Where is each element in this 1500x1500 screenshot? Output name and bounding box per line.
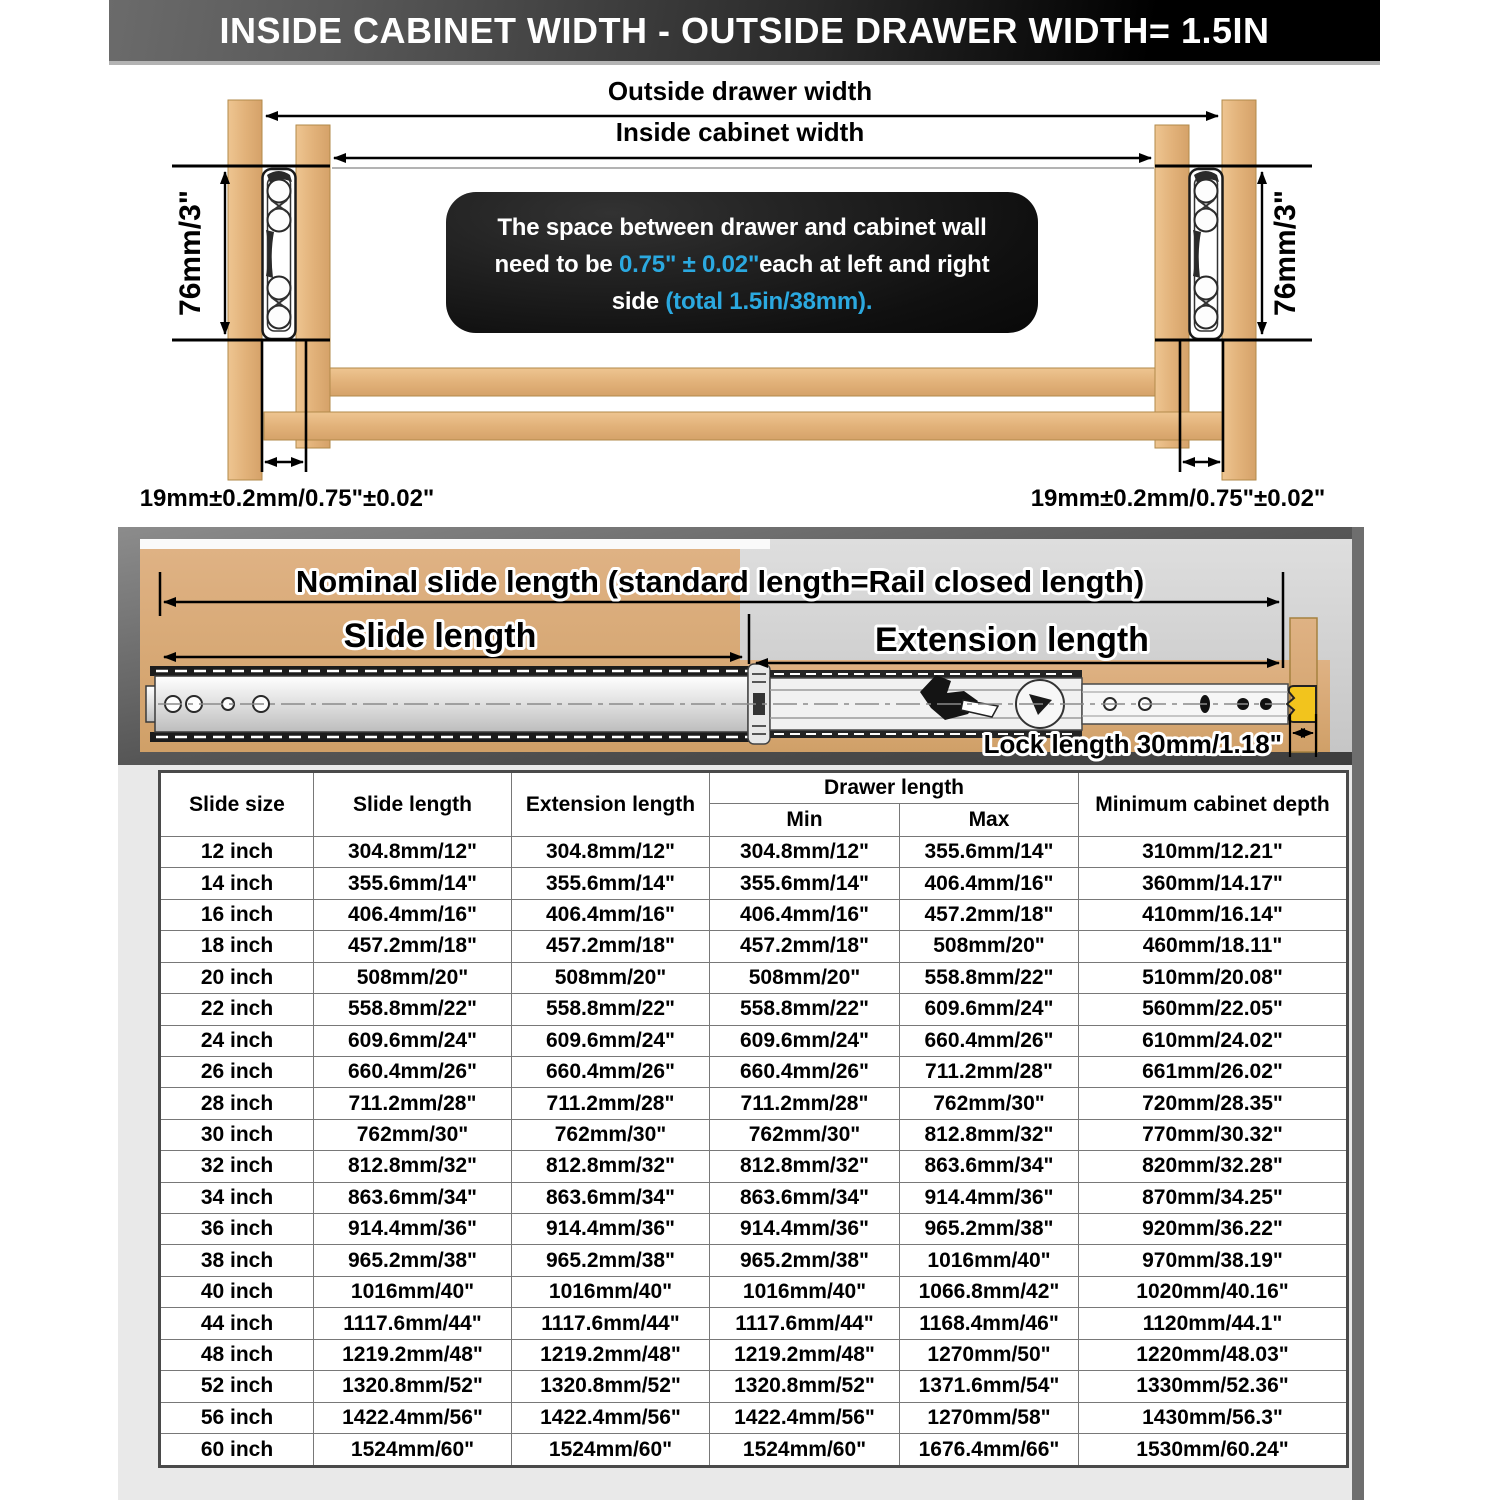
table-cell: 1524mm/60" [710, 1434, 900, 1467]
table-row [160, 962, 1348, 993]
header-drawer-min: Min [710, 804, 900, 837]
table-cell: 965.2mm/38" [314, 1245, 512, 1276]
header-min-cabinet-depth: Minimum cabinet depth [1079, 772, 1348, 837]
table-cell: 558.8mm/22" [900, 962, 1079, 993]
table-cell: 14 inch [160, 868, 314, 899]
header-drawer-length: Drawer length [710, 772, 1079, 804]
table-cell: 310mm/12.21" [1079, 837, 1348, 868]
table-row [160, 899, 1348, 930]
table-row [160, 1025, 1348, 1056]
table-cell: 30 inch [160, 1119, 314, 1150]
table-cell: 38 inch [160, 1245, 314, 1276]
right-slide-height-label: 76mm/3" [1269, 190, 1302, 316]
table-cell: 711.2mm/28" [512, 1088, 710, 1119]
nominal-length-label: Nominal slide length (standard length=Rail closed length) [295, 564, 1145, 599]
header-extension-length: Extension length [512, 772, 710, 837]
extension-length-label: Extension length [875, 621, 1149, 659]
table-cell: 711.2mm/28" [710, 1088, 900, 1119]
table-cell: 965.2mm/38" [512, 1245, 710, 1276]
table-cell: 1016mm/40" [900, 1245, 1079, 1276]
table-cell: 1016mm/40" [314, 1276, 512, 1307]
table-cell: 558.8mm/22" [314, 994, 512, 1025]
table-cell: 26 inch [160, 1056, 314, 1087]
table-cell: 36 inch [160, 1214, 314, 1245]
table-cell: 457.2mm/18" [512, 931, 710, 962]
table-cell: 660.4mm/26" [314, 1056, 512, 1087]
table-cell: 609.6mm/24" [900, 994, 1079, 1025]
table-cell: 610mm/24.02" [1079, 1025, 1348, 1056]
table-row [160, 1308, 1348, 1339]
lock-bracket [1287, 686, 1316, 722]
table-cell: 762mm/30" [900, 1088, 1079, 1119]
table-cell: 16 inch [160, 899, 314, 930]
table-cell: 1524mm/60" [512, 1434, 710, 1467]
table-cell: 457.2mm/18" [900, 899, 1079, 930]
top-bevel [140, 539, 770, 549]
table-cell: 870mm/34.25" [1079, 1182, 1348, 1213]
table-cell: 1219.2mm/48" [314, 1339, 512, 1370]
table-cell: 1117.6mm/44" [710, 1308, 900, 1339]
table-cell: 360mm/14.17" [1079, 868, 1348, 899]
right-cabinet-wall-board [1222, 100, 1256, 480]
table-row [160, 1214, 1348, 1245]
table-cell: 410mm/16.14" [1079, 899, 1348, 930]
table-cell: 762mm/30" [512, 1119, 710, 1150]
left-slide [263, 169, 296, 339]
table-cell: 1530mm/60.24" [1079, 1434, 1348, 1467]
table-cell: 304.8mm/12" [710, 837, 900, 868]
table-cell: 1120mm/44.1" [1079, 1308, 1348, 1339]
header-drawer-max: Max [900, 804, 1079, 837]
table-cell: 355.6mm/14" [314, 868, 512, 899]
table-cell: 1422.4mm/56" [512, 1402, 710, 1433]
table-cell: 711.2mm/28" [314, 1088, 512, 1119]
table-cell: 508mm/20" [710, 962, 900, 993]
table-cell: 18 inch [160, 931, 314, 962]
table-row [160, 868, 1348, 899]
table-cell: 1320.8mm/52" [314, 1371, 512, 1402]
table-row [160, 1119, 1348, 1150]
table-cell: 1330mm/52.36" [1079, 1371, 1348, 1402]
table-cell: 914.4mm/36" [710, 1214, 900, 1245]
table-cell: 560mm/22.05" [1079, 994, 1348, 1025]
table-cell: 508mm/20" [314, 962, 512, 993]
table-cell: 355.6mm/14" [512, 868, 710, 899]
table-cell: 660.4mm/26" [710, 1056, 900, 1087]
table-cell: 1270mm/50" [900, 1339, 1079, 1370]
left-gap-label: 19mm±0.2mm/0.75"±0.02" [139, 485, 435, 512]
table-row [160, 1434, 1348, 1467]
table-cell: 1320.8mm/52" [710, 1371, 900, 1402]
table-cell: 762mm/30" [314, 1119, 512, 1150]
left-cabinet-wall-board [228, 100, 262, 480]
table-cell: 770mm/30.32" [1079, 1119, 1348, 1150]
table-row [160, 1088, 1348, 1119]
table-cell: 1320.8mm/52" [512, 1371, 710, 1402]
table-cell: 28 inch [160, 1088, 314, 1119]
table-cell: 457.2mm/18" [314, 931, 512, 962]
table-row [160, 1182, 1348, 1213]
table-cell: 44 inch [160, 1308, 314, 1339]
table-cell: 660.4mm/26" [512, 1056, 710, 1087]
table-cell: 355.6mm/14" [710, 868, 900, 899]
table-cell: 406.4mm/16" [512, 899, 710, 930]
table-cell: 812.8mm/32" [512, 1151, 710, 1182]
table-cell: 914.4mm/36" [314, 1214, 512, 1245]
table-cell: 22 inch [160, 994, 314, 1025]
table-cell: 1168.4mm/46" [900, 1308, 1079, 1339]
note-line-2: need to be 0.75" ± 0.02"each at left and right [494, 251, 990, 278]
table-cell: 863.6mm/34" [710, 1182, 900, 1213]
table-row [160, 1339, 1348, 1370]
table-cell: 406.4mm/16" [900, 868, 1079, 899]
table-cell: 1016mm/40" [710, 1276, 900, 1307]
table-cell: 1524mm/60" [314, 1434, 512, 1467]
table-cell: 34 inch [160, 1182, 314, 1213]
header-slide-length: Slide length [314, 772, 512, 837]
table-cell: 812.8mm/32" [314, 1151, 512, 1182]
table-cell: 914.4mm/36" [512, 1214, 710, 1245]
table-cell: 609.6mm/24" [512, 1025, 710, 1056]
table-cell: 406.4mm/16" [314, 899, 512, 930]
table-cell: 863.6mm/34" [314, 1182, 512, 1213]
table-cell: 1676.4mm/66" [900, 1434, 1079, 1467]
table-cell: 355.6mm/14" [900, 837, 1079, 868]
slide-length-diagram [118, 527, 1352, 765]
table-cell: 60 inch [160, 1434, 314, 1467]
table-cell: 20 inch [160, 962, 314, 993]
note-line-1: The space between drawer and cabinet wall [497, 214, 987, 241]
table-cell: 1220mm/48.03" [1079, 1339, 1348, 1370]
table-cell: 508mm/20" [512, 962, 710, 993]
slide-length-label: Slide length [343, 617, 537, 655]
table-cell: 1016mm/40" [512, 1276, 710, 1307]
table-body [160, 837, 1348, 1467]
table-header [160, 772, 1348, 837]
table-cell: 558.8mm/22" [710, 994, 900, 1025]
table-cell: 609.6mm/24" [314, 1025, 512, 1056]
table-row [160, 1402, 1348, 1433]
right-gap-label: 19mm±0.2mm/0.75"±0.02" [1030, 485, 1326, 512]
table-cell: 1422.4mm/56" [314, 1402, 512, 1433]
table-cell: 40 inch [160, 1276, 314, 1307]
table-cell: 660.4mm/26" [900, 1025, 1079, 1056]
table-cell: 1117.6mm/44" [512, 1308, 710, 1339]
table-cell: 812.8mm/32" [710, 1151, 900, 1182]
table-cell: 711.2mm/28" [900, 1056, 1079, 1087]
note-line-3: side (total 1.5in/38mm). [611, 288, 873, 315]
table-cell: 762mm/30" [710, 1119, 900, 1150]
table-cell: 510mm/20.08" [1079, 962, 1348, 993]
table-cell: 812.8mm/32" [900, 1119, 1079, 1150]
table-cell: 457.2mm/18" [710, 931, 900, 962]
table-row [160, 1151, 1348, 1182]
table-cell: 1219.2mm/48" [710, 1339, 900, 1370]
lower-horizontal-board [264, 412, 1222, 440]
table-cell: 609.6mm/24" [710, 1025, 900, 1056]
note-highlight-total: (total 1.5in/38mm). [665, 288, 873, 315]
left-slide-height-label: 76mm/3" [174, 190, 207, 316]
table-cell: 820mm/32.28" [1079, 1151, 1348, 1182]
table-cell: 863.6mm/34" [900, 1151, 1079, 1182]
table-cell: 508mm/20" [900, 931, 1079, 962]
table-cell: 12 inch [160, 837, 314, 868]
table-cell: 1430mm/56.3" [1079, 1402, 1348, 1433]
table-cell: 1270mm/58" [900, 1402, 1079, 1433]
header-slide-size: Slide size [160, 772, 314, 837]
table-cell: 304.8mm/12" [512, 837, 710, 868]
inside-cabinet-width-label: Inside cabinet width [615, 117, 865, 147]
table-cell: 965.2mm/38" [900, 1214, 1079, 1245]
spacing-note-box [446, 192, 1038, 333]
table-cell: 460mm/18.11" [1079, 931, 1348, 962]
table-cell: 1117.6mm/44" [314, 1308, 512, 1339]
table-cell: 32 inch [160, 1151, 314, 1182]
outside-drawer-width-label: Outside drawer width [607, 76, 873, 106]
table-cell: 970mm/38.19" [1079, 1245, 1348, 1276]
banner-title: INSIDE CABINET WIDTH - OUTSIDE DRAWER WIDTH= 1.5IN [219, 9, 1270, 51]
left-drawer-side-board [296, 125, 330, 448]
table-cell: 1422.4mm/56" [710, 1402, 900, 1433]
right-slide [1190, 169, 1223, 339]
table-row [160, 837, 1348, 868]
table-cell: 863.6mm/34" [512, 1182, 710, 1213]
table-cell: 52 inch [160, 1371, 314, 1402]
table-cell: 920mm/36.22" [1079, 1214, 1348, 1245]
table-cell: 914.4mm/36" [900, 1182, 1079, 1213]
table-cell: 1020mm/40.16" [1079, 1276, 1348, 1307]
table-row [160, 931, 1348, 962]
table-cell: 1066.8mm/42" [900, 1276, 1079, 1307]
gap-extension-lines [262, 340, 1223, 472]
table-cell: 48 inch [160, 1339, 314, 1370]
table-row [160, 1371, 1348, 1402]
table-cell: 406.4mm/16" [710, 899, 900, 930]
table-cell: 24 inch [160, 1025, 314, 1056]
table-row [160, 1276, 1348, 1307]
table-row [160, 1245, 1348, 1276]
table-cell: 304.8mm/12" [314, 837, 512, 868]
table-cell: 56 inch [160, 1402, 314, 1433]
table-cell: 1371.6mm/54" [900, 1371, 1079, 1402]
lock-length-label: Lock length 30mm/1.18" [983, 729, 1282, 759]
title-banner [109, 0, 1380, 65]
table-cell: 661mm/26.02" [1079, 1056, 1348, 1087]
upper-horizontal-board [330, 368, 1155, 396]
table-cell: 558.8mm/22" [512, 994, 710, 1025]
right-drawer-side-board [1155, 125, 1189, 448]
slide-spec-table [158, 770, 1349, 1468]
table-row [160, 1056, 1348, 1087]
table-cell: 965.2mm/38" [710, 1245, 900, 1276]
note-highlight-measure: 0.75" ± 0.02" [619, 251, 760, 278]
table-cell: 720mm/28.35" [1079, 1088, 1348, 1119]
table-cell: 1219.2mm/48" [512, 1339, 710, 1370]
table-row [160, 994, 1348, 1025]
